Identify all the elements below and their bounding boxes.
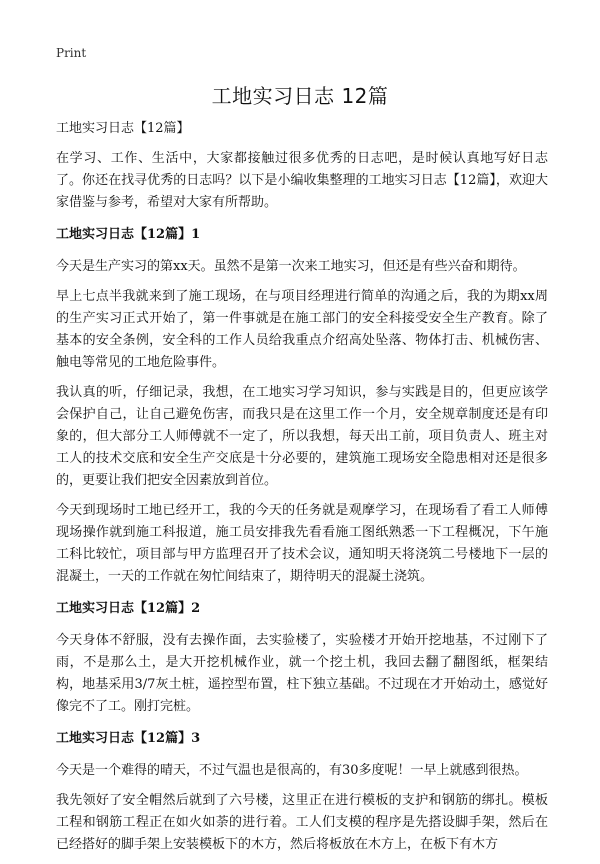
section-paragraph: 今天是生产实习的第xx天。虽然不是第一次来工地实习，但还是有些兴奋和期待。	[56, 259, 526, 274]
print-link[interactable]: Print	[56, 46, 87, 60]
section-paragraph: 今天身体不舒服，没有去操作面，去实验楼了，实验楼才开始开挖地基，不过刚下了雨，不是那么土，是大开挖机械作业，就一个挖土机，我回去翻了翻图纸，框架结构，地基采用3/7灰土桩，遥控型布置，柱下独立基础。不过现在才开始动土，感觉好像完不了工。刚打完桩。	[56, 633, 548, 714]
intro-paragraph: 在学习、工作、生活中，大家都接触过很多优秀的日志吧，是时候认真地写好日志了。你还在找寻优秀的日志吗？以下是小编收集整理的工地实习日志【12篇】，欢迎大家借鉴与参考，希望对大家有所帮助。	[56, 151, 548, 210]
article-body	[56, 118, 548, 864]
section-paragraph: 我认真的听，仔细记录，我想，在工地实习学习知识，参与实践是目的，但更应该学会保护自己，让自己避免伤害，而我只是在这里工作一个月，安全规章制度还是有印象的，但大部分工人师傅就不一定了，所以我想，每天出工前，项目负责人、班主对工人的技术交底和安全生产交底是十分必要的，建筑施工现场安全隐患相对还是很多的，更要让我们把安全因素放到首位。	[56, 385, 548, 488]
page-title: 工地实习日志 12篇	[211, 84, 389, 108]
section-paragraph: 今天到现场时工地已经开工，我的今天的任务就是观摩学习，在现场看了看工人师傅现场操作就到施工科报道，施工员安排我先看看施工图纸熟悉一下工程概况，下午施工科比较忙，项目部与甲方监理召开了技术会议，通知明天将浇筑二号楼地下一层的混凝土，一天的工作就在匆忙间结束了，期待明天的混凝土浇筑。	[56, 503, 548, 584]
section-paragraph: 今天是一个难得的晴天，不过气温也是很高的，有30多度呢！一早上就感到很热。	[56, 763, 528, 778]
section-2	[56, 598, 548, 718]
section-paragraph: 早上七点半我就来到了施工现场，在与项目经理进行简单的沟通之后，我的为期xx周的生产实习正式开始了，第一件事就是在施工部门的安全科接受安全生产教育。除了基本的安全条例，安全科的工作人员给我重点介绍高处坠落、物体打击、机械伤害、触电等常见的工地危险事件。	[56, 289, 548, 370]
section-heading: 工地实习日志【12篇】1	[56, 227, 201, 242]
section-1	[56, 224, 548, 588]
article-subtitle: 工地实习日志【12篇】	[56, 121, 190, 136]
section-3	[56, 728, 548, 856]
section-paragraph: 我先领好了安全帽然后就到了六号楼，这里正在进行模板的支护和钢筋的绑扎。模板工程和钢筋工程正在如火如荼的进行着。工人们支模的程序是先搭设脚手架，然后在已经搭好的脚手架上安装模板下的木方，然后将板放在木方上，在板下有木方	[56, 793, 548, 852]
section-heading: 工地实习日志【12篇】2	[56, 601, 201, 616]
section-heading: 工地实习日志【12篇】3	[56, 731, 201, 746]
